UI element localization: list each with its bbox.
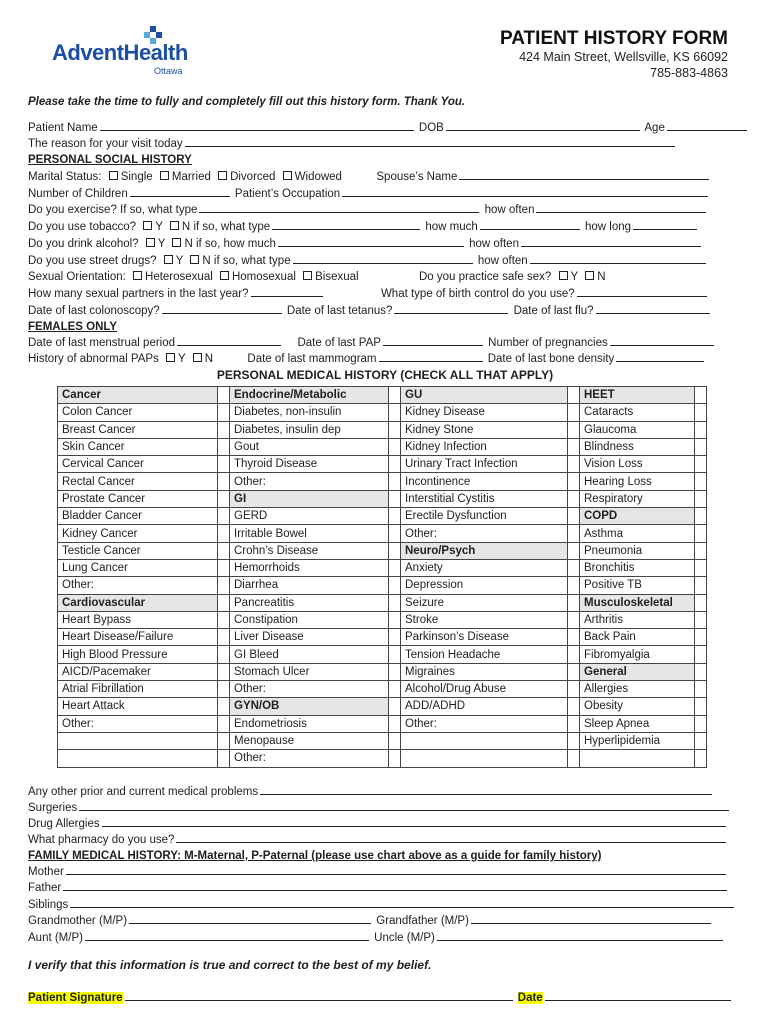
condition-label: Heart Attack	[58, 698, 218, 715]
medical-history-row	[58, 629, 707, 646]
grandfather-field[interactable]	[471, 913, 711, 924]
orientation-row: Sexual Orientation: Heterosexual Homosexual Bisexual Do you practice safe sex? Y N	[28, 271, 606, 283]
condition-label: Liver Disease	[230, 629, 389, 646]
condition-checkbox[interactable]	[389, 438, 401, 455]
condition-checkbox[interactable]	[568, 525, 580, 542]
condition-checkbox[interactable]	[218, 456, 230, 473]
condition-checkbox[interactable]	[695, 611, 707, 628]
birth-control-field[interactable]	[577, 286, 707, 297]
condition-checkbox	[218, 732, 230, 749]
surgeries-row: Surgeries	[28, 800, 731, 816]
medical-history-row	[58, 508, 707, 525]
condition-label	[58, 750, 218, 767]
condition-checkbox[interactable]	[389, 594, 401, 611]
medical-history-row	[58, 421, 707, 438]
condition-label: Hearing Loss	[580, 473, 695, 490]
exercise-often-field[interactable]	[536, 202, 706, 213]
condition-label	[58, 732, 218, 749]
condition-checkbox[interactable]	[568, 421, 580, 438]
reason-field[interactable]	[185, 136, 675, 147]
condition-label: Back Pain	[580, 629, 695, 646]
condition-label: Heart Bypass	[58, 611, 218, 628]
category-heading: Musculoskeletal	[580, 594, 695, 611]
condition-label: Crohn’s Disease	[230, 542, 389, 559]
condition-label: Other:	[58, 577, 218, 594]
condition-checkbox	[568, 750, 580, 767]
tobacco-type-field[interactable]	[272, 219, 420, 230]
verify-statement: I verify that this information is true and correct to the best of my belief.	[28, 958, 432, 972]
condition-checkbox[interactable]	[389, 456, 401, 473]
alcohol-often-field[interactable]	[521, 236, 701, 247]
category-heading: GI	[230, 490, 389, 507]
adventhealth-logo	[52, 26, 212, 76]
condition-label: Rectal Cancer	[58, 473, 218, 490]
condition-checkbox[interactable]	[568, 559, 580, 576]
condition-label: Menopause	[230, 732, 389, 749]
condition-checkbox[interactable]	[568, 490, 580, 507]
medical-history-row	[58, 646, 707, 663]
condition-label: Glaucoma	[580, 421, 695, 438]
condition-label: Constipation	[230, 611, 389, 628]
females-only-heading: FEMALES ONLY	[28, 321, 118, 333]
drugs-no-checkbox[interactable]	[190, 255, 199, 264]
condition-label: Other:	[58, 715, 218, 732]
condition-checkbox[interactable]	[218, 508, 230, 525]
condition-label: Atrial Fibrillation	[58, 681, 218, 698]
condition-checkbox[interactable]	[389, 577, 401, 594]
condition-label: Sleep Apnea	[580, 715, 695, 732]
medical-history-row	[58, 490, 707, 507]
signature-label: Patient Signature	[28, 992, 123, 1004]
condition-checkbox[interactable]	[695, 404, 707, 421]
condition-label: Other:	[230, 681, 389, 698]
condition-label: Other:	[401, 715, 568, 732]
paps-no-checkbox[interactable]	[193, 353, 202, 362]
condition-checkbox[interactable]	[389, 559, 401, 576]
condition-checkbox[interactable]	[695, 525, 707, 542]
condition-checkbox[interactable]	[568, 698, 580, 715]
condition-label: Hyperlipidemia	[580, 732, 695, 749]
condition-checkbox[interactable]	[389, 421, 401, 438]
condition-checkbox[interactable]	[568, 404, 580, 421]
pharmacy-field[interactable]	[176, 832, 726, 843]
alcohol-yes-checkbox[interactable]	[146, 238, 155, 247]
grandparents-row: Grandmother (M/P) Grandfather (M/P)	[28, 913, 713, 929]
condition-label: Respiratory	[580, 490, 695, 507]
category-heading: COPD	[580, 508, 695, 525]
condition-label: Prostate Cancer	[58, 490, 218, 507]
medical-history-title: PERSONAL MEDICAL HISTORY (CHECK ALL THAT APPLY)	[216, 368, 554, 382]
occupation-field[interactable]	[342, 186, 708, 197]
personal-social-history-heading: PERSONAL SOCIAL HISTORY	[28, 154, 192, 166]
condition-checkbox[interactable]	[218, 681, 230, 698]
condition-checkbox[interactable]	[389, 473, 401, 490]
condition-checkbox[interactable]	[568, 577, 580, 594]
condition-checkbox[interactable]	[389, 732, 401, 749]
marital-row: Marital Status: Single Married Divorced Widowed Spouse’s Name	[28, 169, 711, 185]
condition-checkbox[interactable]	[568, 473, 580, 490]
married-checkbox[interactable]	[160, 171, 169, 180]
condition-label: Stomach Ulcer	[230, 663, 389, 680]
colonoscopy-field[interactable]	[162, 303, 282, 314]
condition-checkbox[interactable]	[389, 646, 401, 663]
medical-history-row	[58, 559, 707, 576]
signature-date-field[interactable]	[545, 990, 731, 1001]
category-heading: Neuro/Psych	[401, 542, 568, 559]
condition-label: Alcohol/Drug Abuse	[401, 681, 568, 698]
medical-history-row	[58, 750, 707, 767]
condition-label: Hemorrhoids	[230, 559, 389, 576]
category-heading: General	[580, 663, 695, 680]
widowed-checkbox[interactable]	[283, 171, 292, 180]
condition-label: Kidney Infection	[401, 438, 568, 455]
medical-history-row	[58, 577, 707, 594]
condition-label: ADD/ADHD	[401, 698, 568, 715]
condition-label: AICD/Pacemaker	[58, 663, 218, 680]
condition-checkbox	[568, 732, 580, 749]
condition-checkbox	[695, 387, 707, 404]
condition-label: Interstitial Cystitis	[401, 490, 568, 507]
condition-checkbox[interactable]	[218, 559, 230, 576]
condition-label: Tension Headache	[401, 646, 568, 663]
condition-label: Other:	[401, 525, 568, 542]
condition-checkbox[interactable]	[568, 663, 580, 680]
condition-checkbox[interactable]	[218, 473, 230, 490]
condition-label: Kidney Disease	[401, 404, 568, 421]
condition-label: Diabetes, non-insulin	[230, 404, 389, 421]
condition-label: Lung Cancer	[58, 559, 218, 576]
condition-label: Arthritis	[580, 611, 695, 628]
uncle-field[interactable]	[437, 930, 723, 941]
condition-label: Anxiety	[401, 559, 568, 576]
aunt-field[interactable]	[85, 930, 369, 941]
grandmother-field[interactable]	[129, 913, 371, 924]
condition-checkbox[interactable]	[389, 681, 401, 698]
age-field[interactable]	[667, 120, 747, 131]
signature-field[interactable]	[125, 990, 513, 1001]
condition-label	[401, 732, 568, 749]
condition-label: Other:	[230, 750, 389, 767]
medical-history-row	[58, 732, 707, 749]
condition-label: Blindness	[580, 438, 695, 455]
exercise-row: Do you exercise? If so, what type how often	[28, 202, 708, 218]
tobacco-long-field[interactable]	[633, 219, 697, 230]
condition-checkbox[interactable]	[568, 456, 580, 473]
form-title: PATIENT HISTORY FORM	[499, 28, 728, 49]
logo-text: AdventHealth	[52, 40, 188, 65]
condition-label: Bronchitis	[580, 559, 695, 576]
condition-label: Cervical Cancer	[58, 456, 218, 473]
partners-row: How many sexual partners in the last year? What type of birth control do you use?	[28, 286, 709, 302]
condition-checkbox[interactable]	[695, 438, 707, 455]
siblings-row: Siblings	[28, 897, 736, 913]
condition-checkbox[interactable]	[568, 629, 580, 646]
condition-label: Thyroid Disease	[230, 456, 389, 473]
category-heading: HEET	[580, 387, 695, 404]
medical-history-row	[58, 611, 707, 628]
condition-checkbox[interactable]	[695, 646, 707, 663]
heterosexual-checkbox[interactable]	[133, 271, 142, 280]
condition-checkbox[interactable]	[695, 421, 707, 438]
address: 424 Main Street, Wellsville, KS 66092	[519, 50, 728, 64]
alcohol-row: Do you drink alcohol? Y N if so, how much how often	[28, 236, 703, 252]
medical-history-row	[58, 542, 707, 559]
abnormal-paps-row: History of abnormal PAPs Y N Date of last mammogram Date of last bone density	[28, 351, 706, 367]
divorced-checkbox[interactable]	[218, 171, 227, 180]
condition-checkbox[interactable]	[695, 698, 707, 715]
condition-checkbox[interactable]	[389, 611, 401, 628]
aunt-uncle-row: Aunt (M/P) Uncle (M/P)	[28, 930, 725, 946]
condition-checkbox	[695, 594, 707, 611]
condition-label: High Blood Pressure	[58, 646, 218, 663]
allergies-row: Drug Allergies	[28, 816, 728, 832]
pap-field[interactable]	[383, 335, 483, 346]
patient-name-field[interactable]	[100, 120, 414, 131]
condition-checkbox[interactable]	[218, 404, 230, 421]
father-field[interactable]	[63, 880, 727, 891]
condition-label	[580, 750, 695, 767]
condition-label: Incontinence	[401, 473, 568, 490]
condition-checkbox[interactable]	[568, 611, 580, 628]
condition-label: Skin Cancer	[58, 438, 218, 455]
medical-history-row	[58, 387, 707, 404]
condition-checkbox[interactable]	[389, 715, 401, 732]
condition-checkbox	[695, 750, 707, 767]
medical-history-row	[58, 525, 707, 542]
condition-checkbox[interactable]	[389, 629, 401, 646]
drugs-often-field[interactable]	[530, 253, 706, 264]
condition-checkbox[interactable]	[218, 629, 230, 646]
condition-checkbox[interactable]	[218, 715, 230, 732]
medical-history-row	[58, 438, 707, 455]
condition-label: Endometriosis	[230, 715, 389, 732]
children-row: Number of Children Patient’s Occupation	[28, 186, 710, 202]
condition-checkbox[interactable]	[568, 508, 580, 525]
medical-history-row	[58, 715, 707, 732]
condition-checkbox[interactable]	[389, 542, 401, 559]
category-heading: Cancer	[58, 387, 218, 404]
condition-checkbox[interactable]	[695, 629, 707, 646]
condition-label: Allergies	[580, 681, 695, 698]
condition-checkbox[interactable]	[695, 732, 707, 749]
spouse-name-field[interactable]	[459, 169, 709, 180]
medical-history-row	[58, 594, 707, 611]
paps-yes-checkbox[interactable]	[166, 353, 175, 362]
condition-checkbox[interactable]	[695, 715, 707, 732]
signature-row	[28, 990, 733, 1004]
condition-label: Pancreatitis	[230, 594, 389, 611]
condition-label: Bladder Cancer	[58, 508, 218, 525]
tobacco-much-field[interactable]	[480, 219, 580, 230]
condition-label: GERD	[230, 508, 389, 525]
condition-checkbox[interactable]	[389, 525, 401, 542]
bisexual-checkbox[interactable]	[303, 271, 312, 280]
partners-field[interactable]	[251, 286, 323, 297]
condition-checkbox	[389, 387, 401, 404]
surgeries-field[interactable]	[79, 800, 729, 811]
condition-checkbox[interactable]	[218, 525, 230, 542]
condition-checkbox	[568, 542, 580, 559]
medical-history-row	[58, 473, 707, 490]
exercise-type-field[interactable]	[199, 202, 479, 213]
father-row: Father	[28, 880, 729, 896]
condition-checkbox[interactable]	[218, 611, 230, 628]
drugs-type-field[interactable]	[293, 253, 473, 264]
drugs-yes-checkbox[interactable]	[164, 255, 173, 264]
condition-label: Seizure	[401, 594, 568, 611]
condition-label: Heart Disease/Failure	[58, 629, 218, 646]
category-heading: GU	[401, 387, 568, 404]
condition-checkbox	[695, 508, 707, 525]
condition-label: Breast Cancer	[58, 421, 218, 438]
condition-checkbox	[695, 663, 707, 680]
bone-density-field[interactable]	[616, 351, 704, 362]
medical-history-row	[58, 681, 707, 698]
menstrual-field[interactable]	[177, 335, 281, 346]
condition-checkbox[interactable]	[218, 542, 230, 559]
mother-field[interactable]	[66, 864, 726, 875]
condition-checkbox[interactable]	[568, 594, 580, 611]
condition-checkbox	[218, 750, 230, 767]
allergies-field[interactable]	[102, 816, 726, 827]
condition-label: Vision Loss	[580, 456, 695, 473]
safe-sex-no-checkbox[interactable]	[585, 271, 594, 280]
condition-checkbox[interactable]	[695, 542, 707, 559]
tobacco-row: Do you use tobacco? Y N if so, what type how much how long	[28, 219, 699, 235]
condition-checkbox	[218, 387, 230, 404]
phone: 785-883-4863	[650, 66, 728, 80]
condition-checkbox	[218, 594, 230, 611]
date-label: Date	[517, 992, 543, 1004]
other-problems-row: Any other prior and current medical problems	[28, 784, 714, 800]
condition-checkbox[interactable]	[218, 490, 230, 507]
medical-history-row	[58, 698, 707, 715]
mother-row: Mother	[28, 864, 728, 880]
condition-checkbox[interactable]	[218, 663, 230, 680]
condition-label: Depression	[401, 577, 568, 594]
tobacco-yes-checkbox[interactable]	[143, 221, 152, 230]
condition-checkbox[interactable]	[695, 577, 707, 594]
condition-checkbox[interactable]	[695, 490, 707, 507]
condition-label: Urinary Tract Infection	[401, 456, 568, 473]
category-heading: Endocrine/Metabolic	[230, 387, 389, 404]
condition-checkbox[interactable]	[568, 646, 580, 663]
pregnancies-field[interactable]	[610, 335, 714, 346]
condition-label: Fibromyalgia	[580, 646, 695, 663]
condition-label	[401, 750, 568, 767]
condition-checkbox[interactable]	[218, 698, 230, 715]
family-history-heading: FAMILY MEDICAL HISTORY: M-Maternal, P-Paternal (please use chart above as a guide for family history)	[28, 850, 602, 862]
condition-label: Diarrhea	[230, 577, 389, 594]
condition-checkbox[interactable]	[218, 646, 230, 663]
condition-label: GI Bleed	[230, 646, 389, 663]
intro-text: Please take the time to fully and completely fill out this history form. Thank You.	[28, 96, 466, 108]
reason-row: The reason for your visit today	[28, 136, 677, 152]
condition-checkbox	[389, 698, 401, 715]
siblings-field[interactable]	[70, 897, 734, 908]
safe-sex-yes-checkbox[interactable]	[559, 271, 568, 280]
condition-checkbox[interactable]	[695, 473, 707, 490]
medical-history-row	[58, 404, 707, 421]
category-heading: Cardiovascular	[58, 594, 218, 611]
condition-label: Gout	[230, 438, 389, 455]
condition-checkbox[interactable]	[389, 404, 401, 421]
condition-label: Testicle Cancer	[58, 542, 218, 559]
condition-label: Kidney Stone	[401, 421, 568, 438]
condition-checkbox[interactable]	[568, 438, 580, 455]
menstrual-row: Date of last menstrual period Date of last PAP Number of pregnancies	[28, 335, 716, 351]
condition-checkbox[interactable]	[568, 681, 580, 698]
condition-label: Cataracts	[580, 404, 695, 421]
mammogram-field[interactable]	[379, 351, 483, 362]
condition-label: Positive TB	[580, 577, 695, 594]
condition-checkbox[interactable]	[389, 508, 401, 525]
other-problems-field[interactable]	[260, 784, 712, 795]
tobacco-no-checkbox[interactable]	[170, 221, 179, 230]
condition-checkbox[interactable]	[389, 750, 401, 767]
condition-label: Diabetes, insulin dep	[230, 421, 389, 438]
condition-checkbox[interactable]	[695, 681, 707, 698]
condition-checkbox	[389, 490, 401, 507]
condition-checkbox[interactable]	[695, 559, 707, 576]
children-field[interactable]	[130, 186, 230, 197]
condition-label: Colon Cancer	[58, 404, 218, 421]
condition-label: Stroke	[401, 611, 568, 628]
condition-label: Pneumonia	[580, 542, 695, 559]
medical-history-row	[58, 663, 707, 680]
flu-field[interactable]	[596, 303, 710, 314]
condition-checkbox[interactable]	[218, 421, 230, 438]
condition-checkbox[interactable]	[218, 438, 230, 455]
condition-label: Asthma	[580, 525, 695, 542]
tetanus-field[interactable]	[394, 303, 508, 314]
condition-label: Other:	[230, 473, 389, 490]
pharmacy-row: What pharmacy do you use?	[28, 832, 728, 848]
condition-label: Erectile Dysfunction	[401, 508, 568, 525]
condition-label: Parkinson’s Disease	[401, 629, 568, 646]
medical-history-table	[57, 386, 707, 768]
condition-checkbox[interactable]	[218, 577, 230, 594]
alcohol-no-checkbox[interactable]	[172, 238, 181, 247]
alcohol-much-field[interactable]	[278, 236, 464, 247]
homosexual-checkbox[interactable]	[220, 271, 229, 280]
dob-field[interactable]	[446, 120, 640, 131]
category-heading: GYN/OB	[230, 698, 389, 715]
condition-label: Irritable Bowel	[230, 525, 389, 542]
patient-name-row: Patient Name DOB Age	[28, 120, 749, 136]
condition-checkbox[interactable]	[389, 663, 401, 680]
condition-label: Obesity	[580, 698, 695, 715]
condition-label: Kidney Cancer	[58, 525, 218, 542]
condition-checkbox[interactable]	[568, 715, 580, 732]
dates-row: Date of last colonoscopy? Date of last tetanus? Date of last flu?	[28, 303, 712, 319]
drugs-row: Do you use street drugs? Y N if so, what type how often	[28, 253, 708, 269]
condition-label: Migraines	[401, 663, 568, 680]
condition-checkbox	[568, 387, 580, 404]
single-checkbox[interactable]	[109, 171, 118, 180]
condition-checkbox[interactable]	[695, 456, 707, 473]
medical-history-row	[58, 456, 707, 473]
logo-subtitle: Ottawa	[154, 66, 183, 76]
